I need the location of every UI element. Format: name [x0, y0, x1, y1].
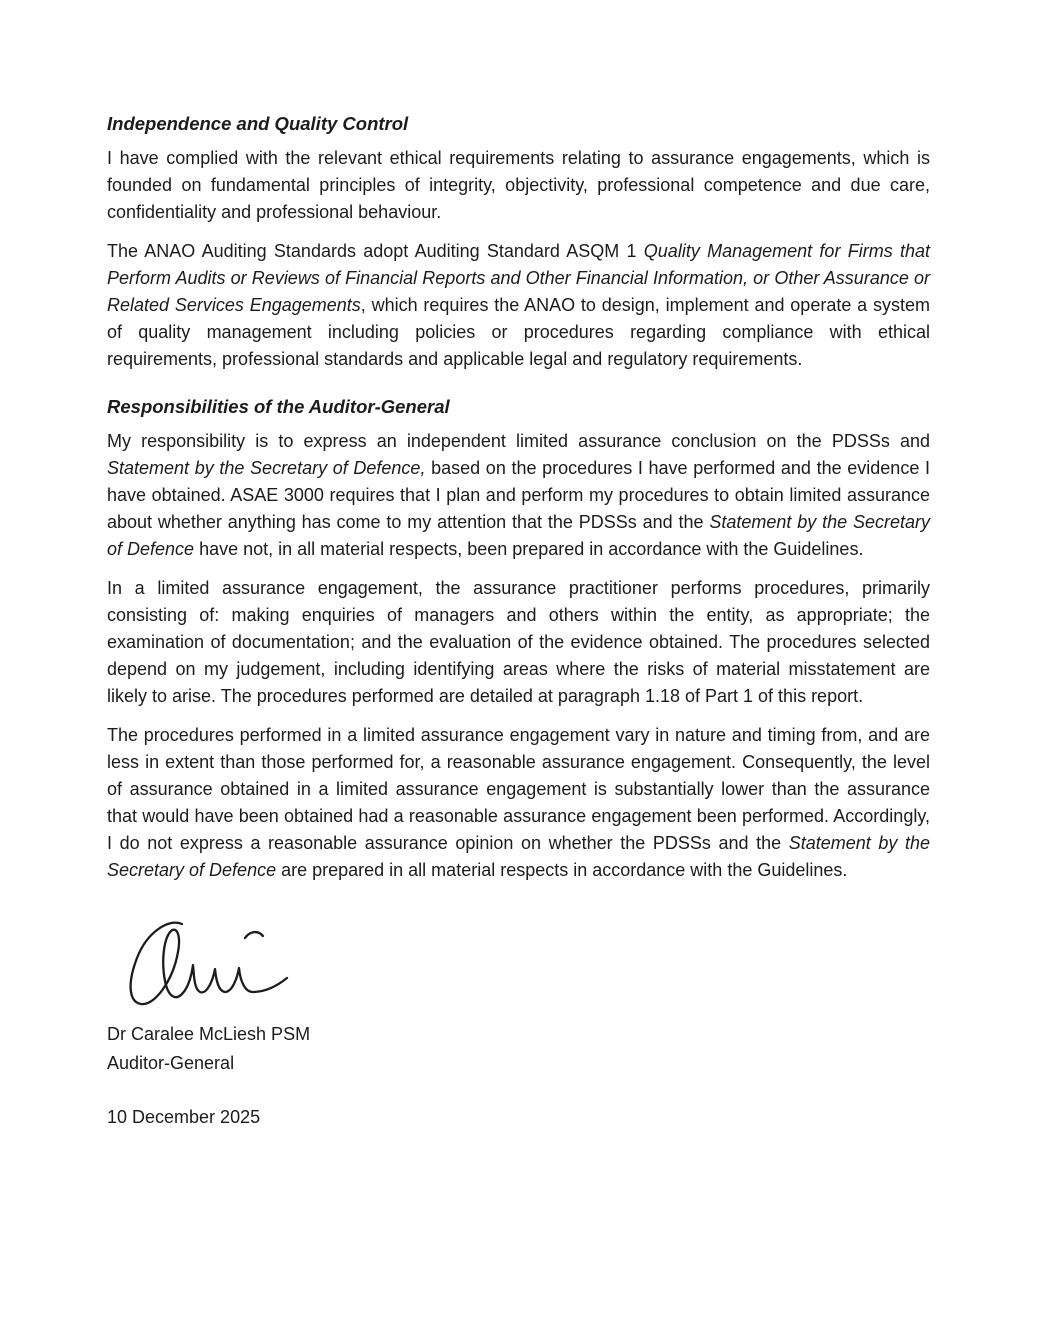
paragraph-ethical-requirements: I have complied with the relevant ethical requirements relating to assurance engagements, which is founded on fundamental principles of integrity, objectivity, professional competence and due care, confidentiality and professional behaviour. [107, 148, 930, 222]
handwritten-signature-image [125, 918, 297, 1006]
paragraph-limited-assurance-engagement: In a limited assurance engagement, the assurance practitioner performs procedures, primarily consisting of: making enquiries of managers and others within the entity, as appropriate; the examination of documentation; and the evaluation of the evidence obtained. The procedures selected depend on my judgement, including identifying areas where the risks of material misstatement are likely to arise. The procedures performed are detailed at paragraph 1.18 of Part 1 of this report. [107, 578, 930, 706]
signatory-title: Auditor-General [107, 1053, 235, 1073]
paragraph-anao-auditing-standards: The ANAO Auditing Standards adopt Auditing Standard ASQM 1 Quality Management for Firms that Perform Audits or Reviews of Financial Reports and Other Financial Information, or Other Assurance or Related Services Engagements, which requires the ANAO to design, implement and operate a system of quality management including policies or procedures regarding compliance with ethical requirements, professional standards and applicable legal and regulatory requirements. [107, 241, 930, 369]
signatory-name: Dr Caralee McLiesh PSM [107, 1024, 311, 1044]
heading-responsibilities-auditor-general: Responsibilities of the Auditor-General [107, 396, 450, 417]
paragraph-procedures-vary: The procedures performed in a limited assurance engagement vary in nature and timing from, and are less in extent than those performed for, a reasonable assurance engagement. Consequently, the level of assurance obtained in a limited assurance engagement is substantially lower than the assurance that would have been obtained had a reasonable assurance engagement been performed. Accordingly, I do not express a reasonable assurance opinion on whether the PDSSs and the Statement by the Secretary of Defence are prepared in all material respects in accordance with the Guidelines. [107, 725, 930, 880]
signature-date: 10 December 2025 [107, 1107, 261, 1127]
heading-independence-and-quality-control: Independence and Quality Control [107, 113, 409, 134]
paragraph-my-responsibility: My responsibility is to express an independent limited assurance conclusion on the PDSSs and Statement by the Secretary of Defence, based on the procedures I have performed and the evidence I have obtained. ASAE 3000 requires that I plan and perform my procedures to obtain limited assurance about whether anything has come to my attention that the PDSSs and the Statement by the Secretary of Defence have not, in all material respects, been prepared in accordance with the Guidelines. [107, 431, 931, 559]
